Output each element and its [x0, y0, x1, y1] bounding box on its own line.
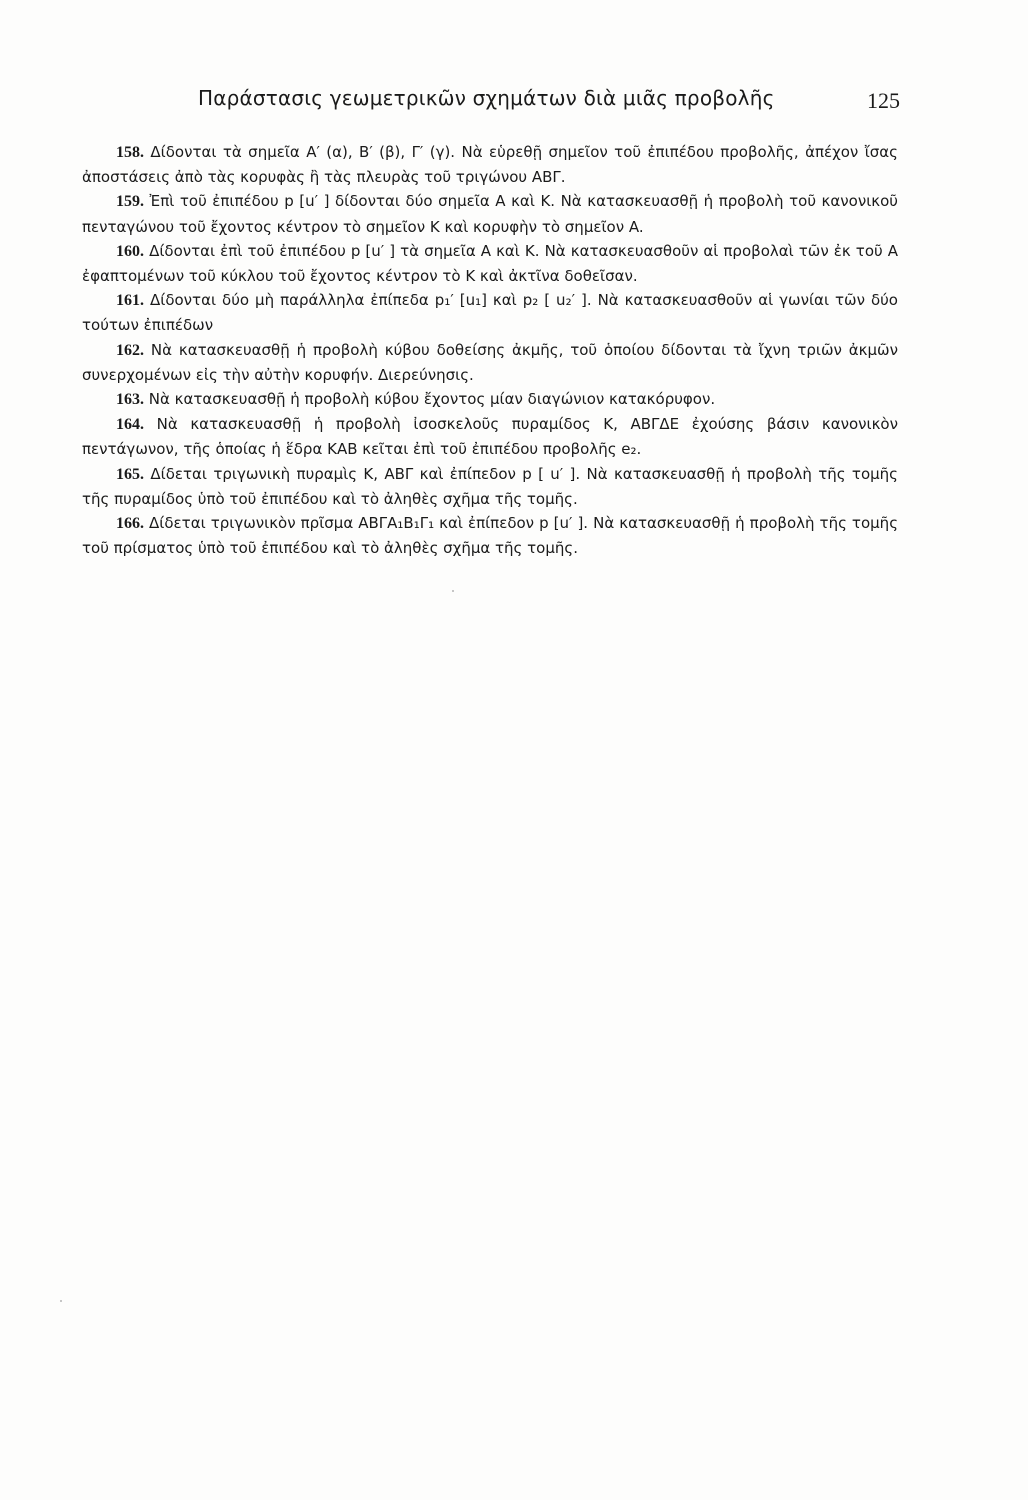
- problem-text: Νὰ κατασκευασθῇ ἡ προβολὴ ἰσοσκελοῦς πυραμίδος K, ΑΒΓΔΕ ἐχούσης βάσιν κανονικὸν πεντάγωνον, τῆς ὁποίας ἡ ἕδρα ΚΑΒ κεῖται ἐπὶ τοῦ ἐπιπέδου προβολῆς e₂.: [82, 415, 898, 459]
- page-number: 125: [867, 88, 900, 113]
- problem-164: [82, 412, 898, 461]
- scan-speck: [60, 1300, 62, 1302]
- problem-text: Δίδονται ἐπὶ τοῦ ἐπιπέδου p [u′ ] τὰ σημεῖα A καὶ K. Νὰ κατασκευασθοῦν αἱ προβολαὶ τῶν ἐκ τοῦ A ἐφαπτομένων τοῦ κύκλου τοῦ ἔχοντος κέντρον τὸ K καὶ ἀκτῖνα δοθεῖσαν.: [82, 241, 898, 286]
- problem-162: [82, 338, 898, 387]
- problem-number: 166.: [116, 515, 144, 533]
- problem-number: 159.: [116, 193, 144, 211]
- problem-158: [82, 140, 898, 189]
- problem-159: [82, 189, 898, 238]
- problem-number: 160.: [116, 242, 144, 260]
- problem-number: 163.: [116, 391, 144, 409]
- running-title: Παράστασις γεωμετρικῶν σχημάτων διὰ μιᾶς προβολῆς: [198, 86, 775, 110]
- problem-number: 162.: [116, 341, 144, 359]
- problem-160: [82, 239, 898, 288]
- problem-text: Δίδεται τριγωνικὴ πυραμὶς K, ΑΒΓ καὶ ἐπίπεδον p [ u′ ]. Νὰ κατασκευασθῇ ἡ προβολὴ τῆς τομῆς τῆς πυραμίδος ὑπὸ τοῦ ἐπιπέδου καὶ τὸ ἀληθὲς σχῆμα τῆς τομῆς.: [82, 464, 898, 508]
- problem-165: [82, 462, 898, 511]
- problem-text: Νὰ κατασκευασθῇ ἡ προβολὴ κύβου δοθείσης ἀκμῆς, τοῦ ὁποίου δίδονται τὰ ἴχνη τριῶν ἀκμῶν συνερχομένων εἰς τὴν αὐτὴν κορυφήν. Διερεύνησις.: [82, 340, 898, 384]
- scan-speck: [452, 590, 454, 592]
- problem-161: [82, 288, 898, 337]
- problem-text: Δίδονται τὰ σημεῖα A′ (α), B′ (β), Γ′ (γ). Νὰ εὑρεθῇ σημεῖον τοῦ ἐπιπέδου προβολῆς, ἀπέχον ἴσας ἀποστάσεις ἀπὸ τὰς κορυφὰς ἢ τὰς πλευρὰς τοῦ τριγώνου ΑΒΓ.: [82, 143, 898, 187]
- problem-163: [82, 387, 898, 412]
- problem-text: Νὰ κατασκευασθῇ ἡ προβολὴ κύβου ἔχοντος μίαν διαγώνιον κατακόρυφον.: [148, 390, 716, 409]
- problem-list: [82, 140, 898, 560]
- problem-number: 164.: [116, 416, 144, 434]
- problem-number: 161.: [116, 292, 144, 310]
- problem-166: [82, 511, 898, 560]
- problem-text: Δίδονται δύο μὴ παράλληλα ἐπίπεδα p₁′ [u₁] καὶ p₂ [ u₂′ ]. Νὰ κατασκευασθοῦν αἱ γωνίαι τῶν δύο τούτων ἐπιπέδων: [82, 291, 898, 335]
- problem-text: Ἐπὶ τοῦ ἐπιπέδου p [u′ ] δίδονται δύο σημεῖα A καὶ K. Νὰ κατασκευασθῇ ἡ προβολὴ τοῦ κανονικοῦ πενταγώνου τοῦ ἔχοντος κέντρον τὸ σημεῖον K καὶ κορυφὴν τὸ σημεῖον A.: [82, 192, 898, 236]
- problem-number: 158.: [116, 144, 144, 161]
- problem-text: Δίδεται τριγωνικὸν πρῖσμα ΑΒΓA₁B₁Γ₁ καὶ ἐπίπεδον p [u′ ]. Νὰ κατασκευασθῇ ἡ προβολὴ τῆς τομῆς τοῦ πρίσματος ὑπὸ τοῦ ἐπιπέδου καὶ τὸ ἀληθὲς σχῆμα τῆς τομῆς.: [82, 514, 898, 558]
- page-header: [198, 86, 900, 120]
- problem-number: 165.: [116, 465, 144, 483]
